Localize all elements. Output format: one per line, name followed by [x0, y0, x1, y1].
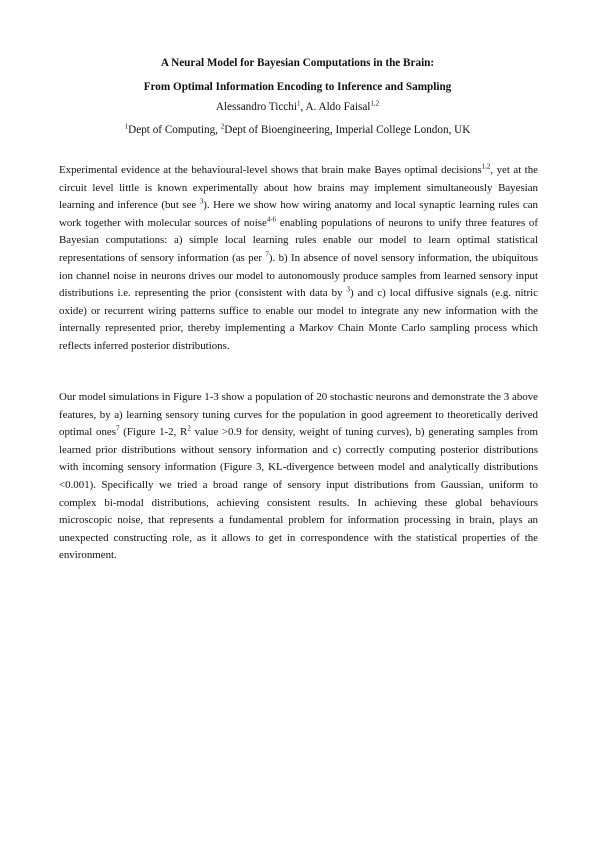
- abstract-paragraph-1: [59, 162, 538, 356]
- text-segment: (Figure 1-2, R: [119, 426, 188, 439]
- affiliation-marker: 2: [220, 122, 225, 131]
- text-segment: ). Here we show how wiring anatomy and local synaptic learning rules can work together with molecular sources of noise: [59, 199, 538, 229]
- author-affiliation-marker: 1: [296, 99, 301, 108]
- citation-ref: 7: [116, 424, 120, 433]
- text-segment: value >0.9 for density, weight of tuning curves), b) generating samples from learned prior distributions without sensory information and c) correctly computing posterior distributions with incoming sensory information (Figure 3, KL-divergence between model and analytically distributions <0.001). Specifically we tried a broad range of sensory input distributions from Gaussian, uniform to complex bi-modal distributions, achieving consistent results. In achieving these global behaviours microscopic noise, that represents a fundamental problem for information processing in brain, plays an unexpected constructing role, as it allows to get in correspondence with the statistical properties of the environment.: [59, 426, 538, 562]
- affiliations: [0, 123, 595, 137]
- title-line-2: From Optimal Information Encoding to Inference and Sampling: [143, 81, 452, 93]
- text-segment: ). b) In absence of novel sensory information, the ubiquitous ion channel noise in neurons drives our model to autonomously produce samples from learned sensory input distributions i.e. representing the prior (consistent with data by: [59, 251, 538, 300]
- text-segment: ) and c) local diffusive signals (e.g. nitric oxide) or recurrent wiring patterns suffice to enable our model to integrate any new information with the internally represented prior, thereby implementing a Markov Chain Monte Carlo sampling process which reflects inferred posterior distributions.: [59, 287, 538, 352]
- affiliation-text: Dept of Bioengineering, Imperial College London, UK: [224, 124, 471, 136]
- citation-ref: 3: [199, 197, 204, 206]
- citation-ref: 7: [265, 250, 269, 259]
- superscript: 2: [187, 424, 191, 433]
- citation-ref: 4-6: [266, 215, 277, 224]
- text-segment: , yet at the circuit level little is known experimentally about how brains may implement simultaneously Bayesian learning and inference (but see: [59, 164, 538, 212]
- author-affiliation-marker: 1,2: [370, 99, 380, 108]
- text-segment: Experimental evidence at the behavioural-level shows that brain make Bayes optimal decisions: [59, 164, 482, 176]
- citation-ref: 1,2: [481, 162, 491, 171]
- text-segment: enabling populations of neurons to unify three features of Bayesian computations: a) simple local learning rules enable our model to learn optimal statistical representations of sensory information (as per: [59, 216, 539, 264]
- text-segment: Our model simulations in Figure 1-3 show a population of 20 stochastic neurons and demonstrate the 3 above features, by a) learning sensory tuning curves for the population in good agreement to theoretically derived optimal ones: [59, 391, 538, 439]
- affiliation-text: Dept of Computing,: [128, 124, 221, 136]
- author-separator: ,: [300, 101, 306, 113]
- author-name: Alessandro Ticchi: [215, 101, 297, 113]
- title-line-1: A Neural Model for Bayesian Computations in the Brain:: [160, 57, 435, 69]
- affiliation-marker: 1: [124, 122, 129, 131]
- abstract-paragraph-2: [59, 389, 538, 565]
- citation-ref: 3: [346, 285, 351, 294]
- author-name: A. Aldo Faisal: [305, 101, 371, 113]
- author-list: [0, 100, 595, 114]
